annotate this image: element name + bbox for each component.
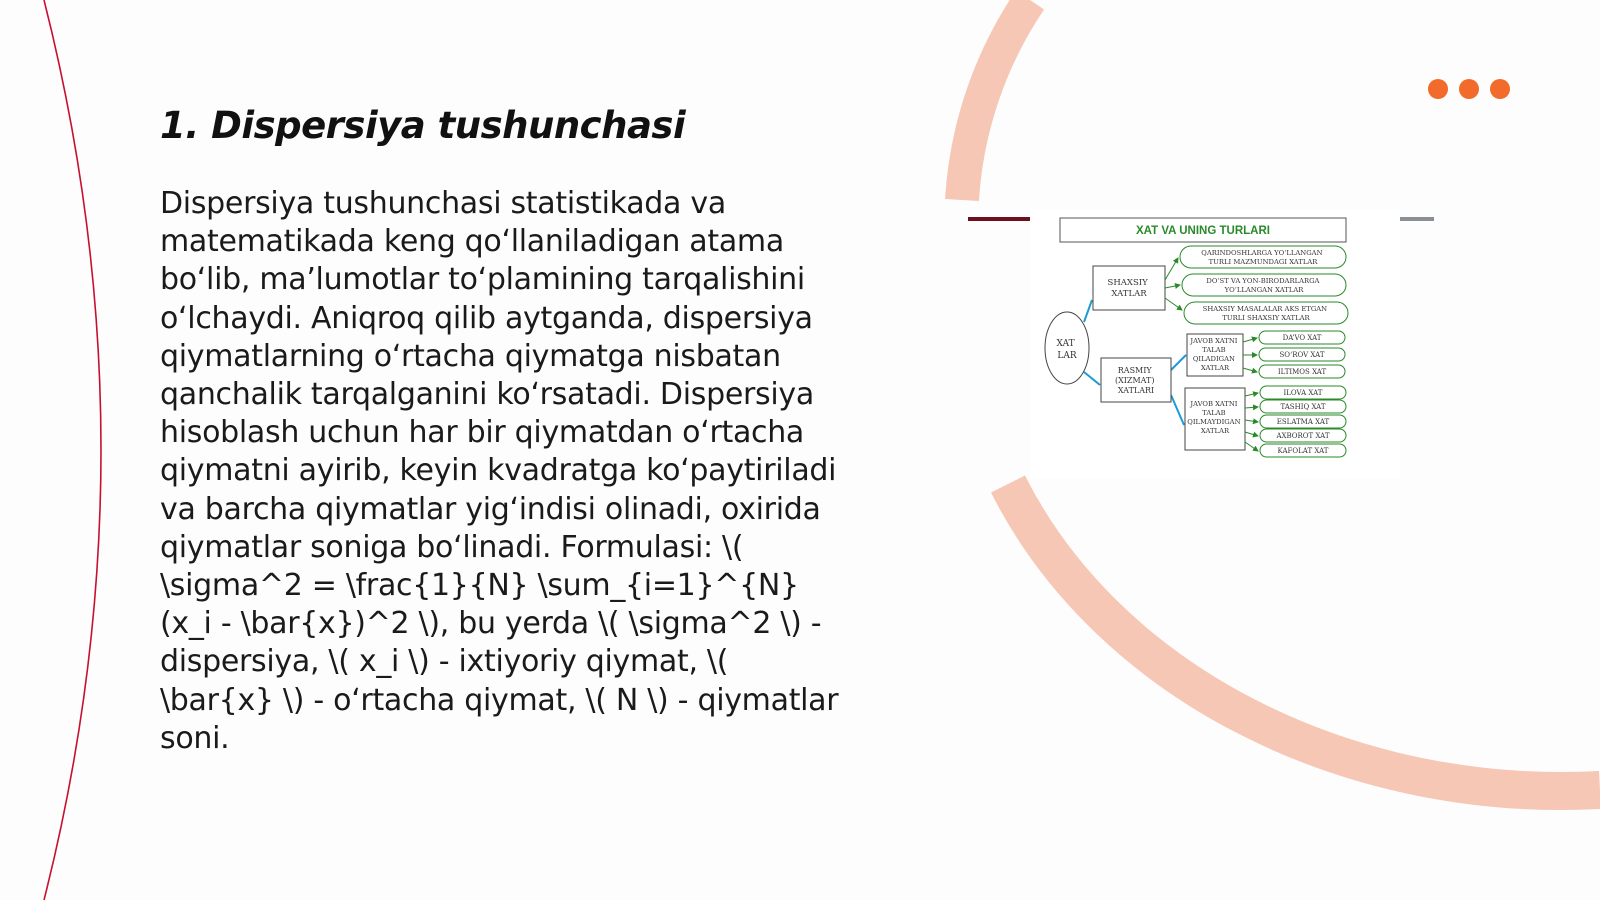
more-dots-icon (1428, 79, 1508, 101)
noreply-item-label: ILOVA XAT (1283, 389, 1323, 397)
noreply-label-3: QILMAYDIGAN (1187, 418, 1241, 426)
node-personal-label-1: SHAXSIY (1107, 278, 1148, 288)
left-accent-curve (44, 0, 101, 900)
dot-icon (1428, 79, 1448, 99)
reply-label-4: XATLAR (1200, 364, 1230, 372)
root-label-1: XAT (1056, 339, 1075, 349)
noreply-label-1: JAVOB XATNI (1190, 400, 1238, 408)
reply-label-1: JAVOB XATNI (1190, 337, 1238, 345)
svg-text:QARINDOSHLARGA YO‘LLANGAN (1201, 249, 1324, 266)
node-personal-label-2: XATLAR (1111, 289, 1147, 299)
dot-icon (1459, 79, 1479, 99)
node-official-label-3: XATLARI (1117, 386, 1155, 395)
decorative-arc-upper (962, 0, 1030, 200)
personal-item-line: DO‘ST VA YON-BIRODARLARGA (1206, 277, 1320, 285)
slide-title: 1. Dispersiya tushunchasi (160, 104, 686, 147)
reply-item-label: SO‘ROV XAT (1279, 351, 1325, 359)
noreply-label-4: XATLAR (1200, 427, 1230, 435)
root-label-2: LAR (1057, 351, 1077, 361)
dot-icon (1490, 79, 1510, 99)
noreply-item-label: AXBOROT XAT (1276, 432, 1330, 440)
personal-item-line: YO‘LLANGAN XATLAR (1224, 286, 1304, 294)
decorative-arc-lower (1008, 484, 1600, 791)
node-official-label-2: (XIZMAT) (1114, 376, 1155, 385)
personal-item-line: SHAXSIY MASALALAR AKS ETGAN (1202, 305, 1328, 313)
reply-item-label: ILTIMOS XAT (1277, 368, 1327, 376)
reply-label-3: QILADIGAN (1192, 355, 1235, 363)
noreply-label-2: TALAB (1202, 409, 1226, 417)
reply-label-2: TALAB (1202, 346, 1226, 354)
personal-item-line: TURLI MAZMUNDAGI XATLAR (1208, 258, 1318, 266)
personal-item-line: QARINDOSHLARGA YO‘LLANGAN (1201, 249, 1323, 257)
svg-text:SHAXSIY XATLAR (1108, 278, 1151, 299)
letter-types-diagram (1030, 210, 1400, 478)
noreply-item-label: ESLATMA XAT (1276, 418, 1330, 426)
node-personal-letters (1093, 266, 1165, 310)
diagram-title: XAT VA UNING TURLARI (1136, 225, 1270, 237)
node-official-label-1: RASMIY (1117, 366, 1152, 375)
slide-body-text: Dispersiya tushunchasi statistikada va matematikada keng qo‘llaniladigan atama bo‘lib, ma’lumotlar to‘plamining tarqalishini o‘lchaydi. Aniqroq qilib aytganda, dispersiya qiymatlarning o‘rtacha qiymatga nisbatan qanchalik tarqalganini ko‘rsatadi. Dispersiya hisoblash uchun har bir qiymatdan o‘rtacha qiymatni ayirib, keyin kvadratga ko‘paytiriladi va barcha qiymatlar yig‘indisi olinadi, oxirida qiymatlar soniga bo‘linadi. Formulasi: \( \sigma^2 = \frac{1}{N} \sum_{i=1}^{N} (x_i - \bar{x})^2 \), bu yerda \( \sigma^2 \) - dispersiya, \( x_i \) - ixtiyoriy qiymat, \( \bar{x} \) - o‘rtacha qiymat, \( N \) - qiymatlar soni. (160, 186, 839, 756)
reply-item-label: DA’VO XAT (1282, 334, 1322, 342)
svg-text:RASMIY (XIZMAT) XA (1115, 366, 1157, 395)
noreply-item-label: KAFOLAT XAT (1277, 447, 1329, 455)
personal-item-line: TURLI SHAXSIY XATLAR (1222, 314, 1310, 322)
noreply-item-label: TASHIQ XAT (1280, 403, 1326, 411)
